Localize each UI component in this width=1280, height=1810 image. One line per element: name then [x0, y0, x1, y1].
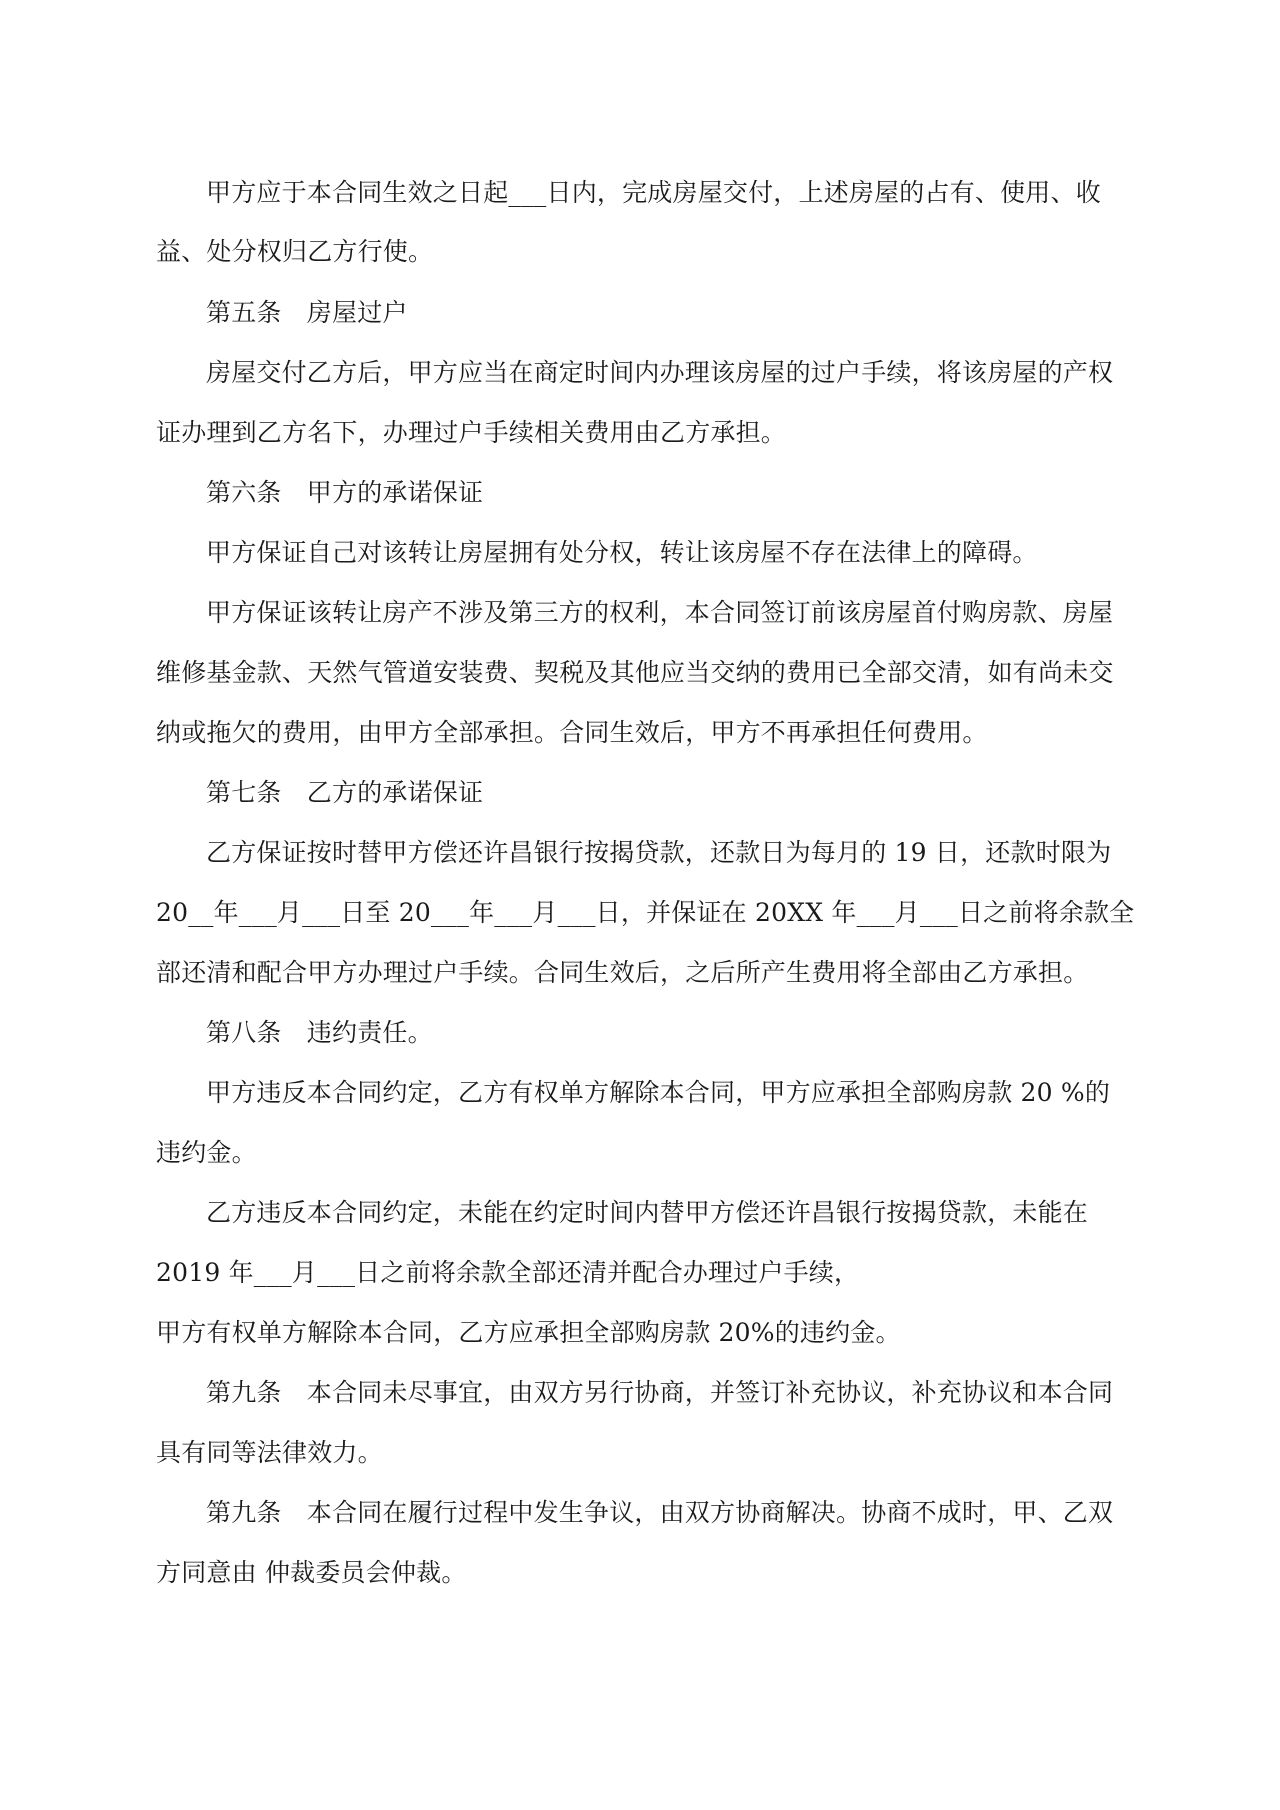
paragraph-line: 甲方保证自己对该转让房屋拥有处分权，转让该房屋不存在法律上的障碍。 — [206, 538, 1038, 567]
article-heading: 第六条 甲方的承诺保证 — [206, 478, 484, 507]
paragraph-line: 甲方保证该转让房产不涉及第三方的权利，本合同签订前该房屋首付购房款、房屋 — [206, 598, 1114, 627]
paragraph-line: 违约金。 — [156, 1138, 257, 1167]
paragraph-line: 纳或拖欠的费用，由甲方全部承担。合同生效后，甲方不再承担任何费用。 — [156, 718, 988, 747]
paragraph-line: 甲方应于本合同生效之日起___日内，完成房屋交付，上述房屋的占有、使用、收 — [206, 178, 1101, 207]
article-heading: 第九条 本合同未尽事宜，由双方另行协商，并签订补充协议，补充协议和本合同 — [206, 1378, 1114, 1407]
article-heading: 第九条 本合同在履行过程中发生争议，由双方协商解决。协商不成时，甲、乙双 — [206, 1498, 1114, 1527]
paragraph-line: 维修基金款、天然气管道安装费、契税及其他应当交纳的费用已全部交清，如有尚未交 — [156, 658, 1114, 687]
paragraph-line: 房屋交付乙方后，甲方应当在商定时间内办理该房屋的过户手续，将该房屋的产权 — [206, 358, 1114, 387]
paragraph-line: 证办理到乙方名下，办理过户手续相关费用由乙方承担。 — [156, 418, 787, 447]
paragraph-line: 2019 年___月___日之前将余款全部还清并配合办理过户手续， — [156, 1258, 860, 1287]
paragraph-line: 乙方违反本合同约定，未能在约定时间内替甲方偿还许昌银行按揭贷款，未能在 — [206, 1198, 1089, 1227]
article-heading: 第五条 房屋过户 — [206, 298, 408, 327]
paragraph-line: 益、处分权归乙方行使。 — [156, 237, 434, 266]
paragraph-line: 乙方保证按时替甲方偿还许昌银行按揭贷款，还款日为每月的 19 日，还款时限为 — [206, 838, 1112, 867]
paragraph-line: 部还清和配合甲方办理过户手续。合同生效后，之后所产生费用将全部由乙方承担。 — [156, 958, 1089, 987]
article-heading: 第八条 违约责任。 — [206, 1018, 433, 1047]
paragraph-line: 具有同等法律效力。 — [156, 1438, 383, 1467]
article-heading: 第七条 乙方的承诺保证 — [206, 778, 484, 807]
paragraph-line: 20__年___月___日至 20___年___月___日，并保证在 20XX 年___月___日之前将余款全 — [156, 898, 1135, 927]
paragraph-line: 方同意由 仲裁委员会仲裁。 — [156, 1558, 467, 1587]
paragraph-line: 甲方违反本合同约定，乙方有权单方解除本合同，甲方应承担全部购房款 20 %的 — [206, 1078, 1111, 1107]
paragraph-line: 甲方有权单方解除本合同，乙方应承担全部购房款 20%的违约金。 — [156, 1318, 901, 1347]
